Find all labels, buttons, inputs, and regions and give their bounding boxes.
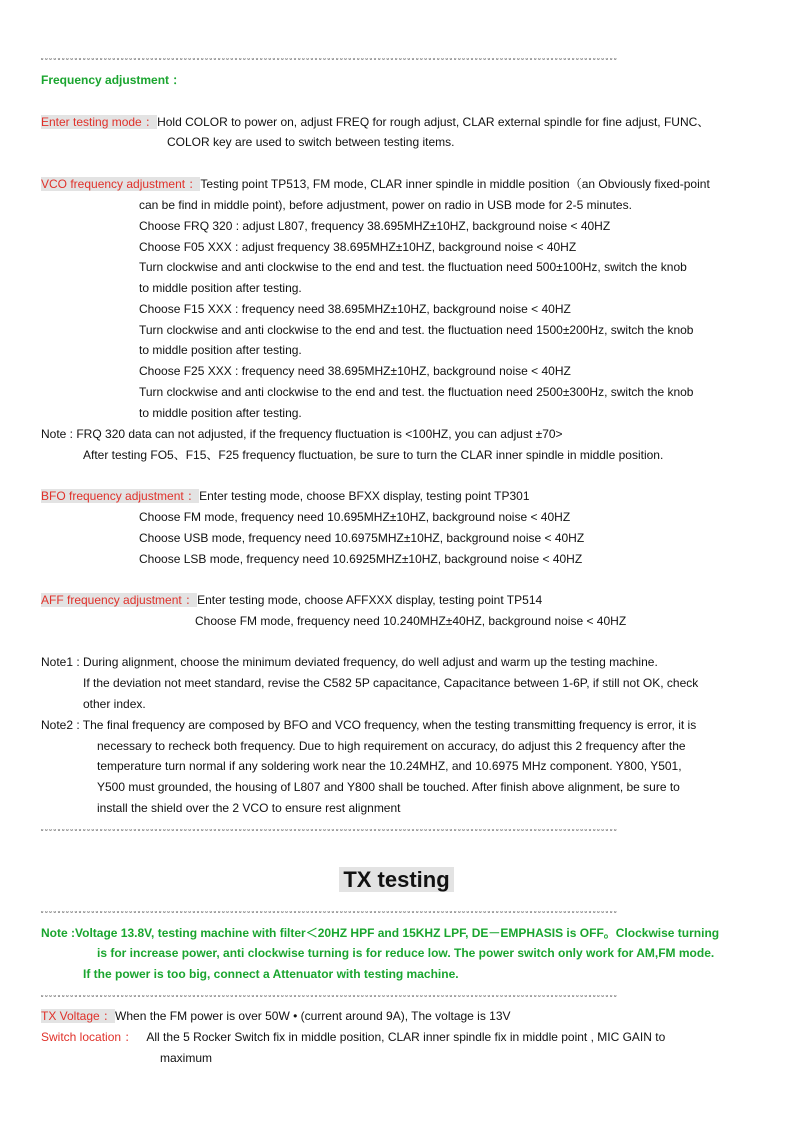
enter-mode-text: Hold COLOR to power on, adjust FREQ for rough adjust, CLAR external spindle for fine adjust, FUNC、 xyxy=(157,115,710,129)
tx-voltage-text: When the FM power is over 50W • (current around 9A), The voltage is 13V xyxy=(115,1009,511,1023)
aff-line: Enter testing mode, choose AFFXXX display, testing point TP514 xyxy=(197,593,543,607)
enter-mode-row xyxy=(41,114,709,130)
switch-location-row xyxy=(41,1029,665,1045)
dot-separator: °°°°°°°°°°°°°°°°°°°°°°°°°°°°°°°°°°°°°°°°°°°°°°°°°°°°°°°°°°°°°°°°°°°°°°°°°°°°°°°°°°°°°°°°°°°°°°°°°°°°°°°°°°°°°°°°°°°°°°°°°°°°°°°°°°°°°°°°° xyxy=(40,911,618,917)
vco-line: Testing point TP513, FM mode, CLAR inner spindle in middle position（an Obviously fixed-point xyxy=(200,177,710,191)
switch-location-label: Switch location ： xyxy=(41,1030,137,1044)
frequency-adjustment-heading: Frequency adjustment ： xyxy=(41,73,185,87)
vco-line: to middle position after testing. xyxy=(139,406,302,420)
bfo-row xyxy=(41,488,530,504)
vco-line: Choose FRQ 320 : adjust L807, frequency 38.695MHZ±10HZ, background noise < 40HZ xyxy=(139,219,611,233)
vco-line: Turn clockwise and anti clockwise to the end and test. the fluctuation need 500±100Hz, switch the knob xyxy=(139,260,687,274)
note2-line: Y500 must grounded, the housing of L807 and Y800 shall be touched. After finish above alignment, be sure to xyxy=(97,780,680,794)
enter-mode-label: Enter testing mode ： xyxy=(41,115,158,129)
vco-line: Choose F05 XXX : adjust frequency 38.695MHZ±10HZ, background noise < 40HZ xyxy=(139,240,577,254)
vco-line: Turn clockwise and anti clockwise to the end and test. the fluctuation need 2500±300Hz, switch the knob xyxy=(139,385,694,399)
note2-line: necessary to recheck both frequency. Due to high requirement on accuracy, do adjust this 2 frequency after the xyxy=(97,739,686,753)
vco-line: Choose F25 XXX : frequency need 38.695MHZ±10HZ, background noise < 40HZ xyxy=(139,364,571,378)
aff-line: Choose FM mode, frequency need 10.240MHZ±40HZ, background noise < 40HZ xyxy=(195,614,627,628)
dot-separator: °°°°°°°°°°°°°°°°°°°°°°°°°°°°°°°°°°°°°°°°°°°°°°°°°°°°°°°°°°°°°°°°°°°°°°°°°°°°°°°°°°°°°°°°°°°°°°°°°°°°°°°°°°°°°°°°°°°°°°°°°°°°°°°°°°°°°°°°° xyxy=(40,58,618,64)
vco-line: Turn clockwise and anti clockwise to the end and test. the fluctuation need 1500±200Hz, switch the knob xyxy=(139,323,694,337)
aff-row xyxy=(41,592,542,608)
bfo-line: Choose FM mode, frequency need 10.695MHZ±10HZ, background noise < 40HZ xyxy=(139,510,571,524)
vco-note-line: Note : FRQ 320 data can not adjusted, if the frequency fluctuation is <100HZ, you can adjust ±70> xyxy=(41,427,563,441)
note1-line: Note1 : During alignment, choose the minimum deviated frequency, do well adjust and warm up the testing machine. xyxy=(41,655,658,669)
note2-line: Note2 : The final frequency are composed by BFO and VCO frequency, when the testing transmitting frequency is error, it is xyxy=(41,718,697,732)
vco-line: Choose F15 XXX : frequency need 38.695MHZ±10HZ, background noise < 40HZ xyxy=(139,302,571,316)
note1-line: If the deviation not meet standard, revise the C582 5P capacitance, Capacitance between 1-6P, if still not OK, check xyxy=(83,676,699,690)
tx-note-line: Note :Voltage 13.8V, testing machine with filter＜20HZ HPF and 15KHZ LPF, DE－EMPHASIS is OFF。Clockwise turning xyxy=(41,926,720,940)
vco-row xyxy=(41,176,710,192)
vco-label: VCO frequency adjustment ： xyxy=(41,177,201,191)
switch-location-text: All the 5 Rocker Switch fix in middle position, CLAR inner spindle fix in middle point , MIC GAIN to xyxy=(146,1030,666,1044)
vco-note-line: After testing FO5、F15、F25 frequency fluctuation, be sure to turn the CLAR inner spindle in middle position. xyxy=(83,448,664,462)
tx-voltage-row xyxy=(41,1008,511,1024)
tx-note-line: If the power is too big, connect a Attenuator with testing machine. xyxy=(83,967,459,981)
note2-line: install the shield over the 2 VCO to ensure rest alignment xyxy=(97,801,401,815)
tx-voltage-label: TX Voltage ： xyxy=(41,1009,116,1023)
enter-mode-text-2: COLOR key are used to switch between testing items. xyxy=(167,135,455,149)
vco-line: to middle position after testing. xyxy=(139,343,302,357)
bfo-label: BFO frequency adjustment ： xyxy=(41,489,200,503)
aff-label: AFF frequency adjustment ： xyxy=(41,593,198,607)
tx-testing-title-text: TX testing xyxy=(339,867,453,892)
switch-location-text-2: maximum xyxy=(160,1051,213,1065)
note1-line: other index. xyxy=(83,697,146,711)
vco-line: to middle position after testing. xyxy=(139,281,302,295)
note2-line: temperature turn normal if any soldering work near the 10.24MHZ, and 10.6975 MHz component. Y800, Y501, xyxy=(97,759,682,773)
dot-separator: °°°°°°°°°°°°°°°°°°°°°°°°°°°°°°°°°°°°°°°°°°°°°°°°°°°°°°°°°°°°°°°°°°°°°°°°°°°°°°°°°°°°°°°°°°°°°°°°°°°°°°°°°°°°°°°°°°°°°°°°°°°°°°°°°°°°°°°°° xyxy=(40,995,618,1001)
bfo-line: Choose USB mode, frequency need 10.6975MHZ±10HZ, background noise < 40HZ xyxy=(139,531,585,545)
tx-note-line: is for increase power, anti clockwise turning is for reduce low. The power switch only work for AM,FM mode. xyxy=(97,946,715,960)
dot-separator: °°°°°°°°°°°°°°°°°°°°°°°°°°°°°°°°°°°°°°°°°°°°°°°°°°°°°°°°°°°°°°°°°°°°°°°°°°°°°°°°°°°°°°°°°°°°°°°°°°°°°°°°°°°°°°°°°°°°°°°°°°°°°°°°°°°°°°°°° xyxy=(40,829,618,835)
bfo-line: Enter testing mode, choose BFXX display, testing point TP301 xyxy=(199,489,530,503)
vco-line: can be find in middle point), before adjustment, power on radio in USB mode for 2-5 minutes. xyxy=(139,198,632,212)
bfo-line: Choose LSB mode, frequency need 10.6925MHZ±10HZ, background noise < 40HZ xyxy=(139,552,583,566)
tx-testing-title xyxy=(0,866,793,894)
